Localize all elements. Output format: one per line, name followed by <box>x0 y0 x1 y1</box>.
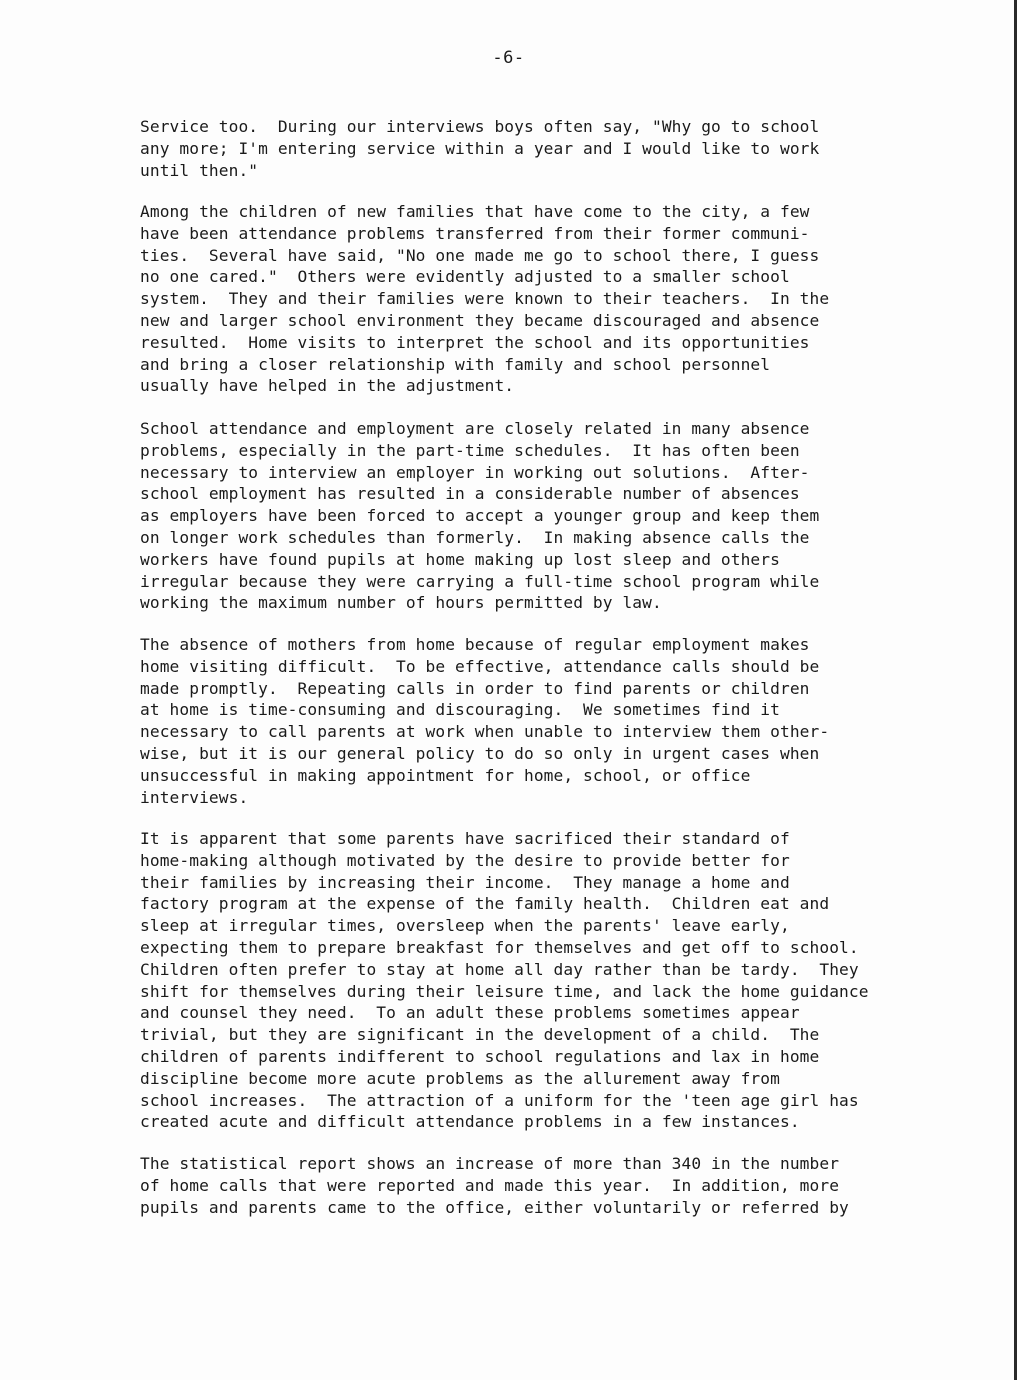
paragraph <box>140 201 829 397</box>
text-line: It is apparent that some parents have sacrificed their standard of <box>140 829 790 848</box>
text-line: and counsel they need. To an adult these problems sometimes appear <box>140 1003 800 1023</box>
text-line: sleep at irregular times, oversleep when the parents' leave early, <box>140 916 790 936</box>
text-line: irregular because they were carrying a full-time school program while <box>140 571 820 591</box>
paragraph <box>140 418 819 614</box>
text-line: as employers have been forced to accept a younger group and keep them <box>140 506 820 526</box>
text-line: working the maximum number of hours permitted by law. <box>140 593 662 613</box>
text-line: made promptly. Repeating calls in order to find parents or children <box>140 678 810 698</box>
text-line: necessary to call parents at work when unable to interview them other- <box>140 722 830 742</box>
text-line: Service too. During our interviews boys often say, "Why go to school <box>140 117 820 136</box>
text-line: discipline become more acute problems as the allurement away from <box>140 1068 780 1088</box>
paragraph <box>140 828 869 1133</box>
text-line: of home calls that were reported and made this year. In addition, more <box>140 1175 840 1195</box>
text-line: pupils and parents came to the office, either voluntarily or referred by <box>140 1197 849 1217</box>
text-line: necessary to interview an employer in working out solutions. After- <box>140 462 810 482</box>
text-line: their families by increasing their income. They manage a home and <box>140 872 790 892</box>
text-line: trivial, but they are significant in the development of a child. The <box>140 1025 820 1045</box>
paragraph <box>140 1153 849 1218</box>
text-line: factory program at the expense of the family health. Children eat and <box>140 894 830 914</box>
text-line: ties. Several have said, "No one made me go to school there, I guess <box>140 245 820 265</box>
text-line: School attendance and employment are closely related in many absence <box>140 419 810 438</box>
text-line: wise, but it is our general policy to do so only in urgent cases when <box>140 743 820 763</box>
text-line: problems, especially in the part-time schedules. It has often been <box>140 440 800 460</box>
text-line: resulted. Home visits to interpret the school and its opportunities <box>140 332 810 352</box>
text-line: Children often prefer to stay at home all day rather than be tardy. They <box>140 959 859 979</box>
text-line: home-making although motivated by the desire to provide better for <box>140 850 790 870</box>
text-line: system. They and their families were known to their teachers. In the <box>140 289 830 309</box>
text-line: school increases. The attraction of a uniform for the 'teen age girl has <box>140 1090 859 1110</box>
text-line: created acute and difficult attendance problems in a few instances. <box>140 1112 800 1132</box>
paragraph <box>140 634 829 808</box>
page-number: -6- <box>492 48 525 68</box>
text-line: new and larger school environment they became discouraged and absence <box>140 310 820 330</box>
text-line: on longer work schedules than formerly. In making absence calls the <box>140 527 810 547</box>
text-line: and bring a closer relationship with family and school personnel <box>140 354 771 374</box>
text-line: usually have helped in the adjustment. <box>140 376 515 396</box>
text-line: have been attendance problems transferred from their former communi- <box>140 223 810 243</box>
text-line: at home is time-consuming and discouraging. We sometimes find it <box>140 700 780 720</box>
text-line: no one cared." Others were evidently adjusted to a smaller school <box>140 267 790 287</box>
text-line: shift for themselves during their leisure time, and lack the home guidance <box>140 981 869 1001</box>
text-line: until then." <box>140 160 259 180</box>
text-line: home visiting difficult. To be effective, attendance calls should be <box>140 656 820 676</box>
text-line: children of parents indifferent to school regulations and lax in home <box>140 1046 820 1066</box>
text-line: unsuccessful in making appointment for home, school, or office <box>140 765 751 785</box>
paragraph <box>140 116 819 181</box>
text-line: interviews. <box>140 787 249 807</box>
text-line: expecting them to prepare breakfast for themselves and get off to school. <box>140 937 859 957</box>
text-line: The absence of mothers from home because of regular employment makes <box>140 635 810 654</box>
text-line: school employment has resulted in a considerable number of absences <box>140 484 800 504</box>
text-line: Among the children of new families that have come to the city, a few <box>140 202 810 221</box>
text-line: any more; I'm entering service within a year and I would like to work <box>140 138 820 158</box>
text-line: The statistical report shows an increase of more than 340 in the number <box>140 1154 840 1173</box>
text-line: workers have found pupils at home making up lost sleep and others <box>140 549 780 569</box>
